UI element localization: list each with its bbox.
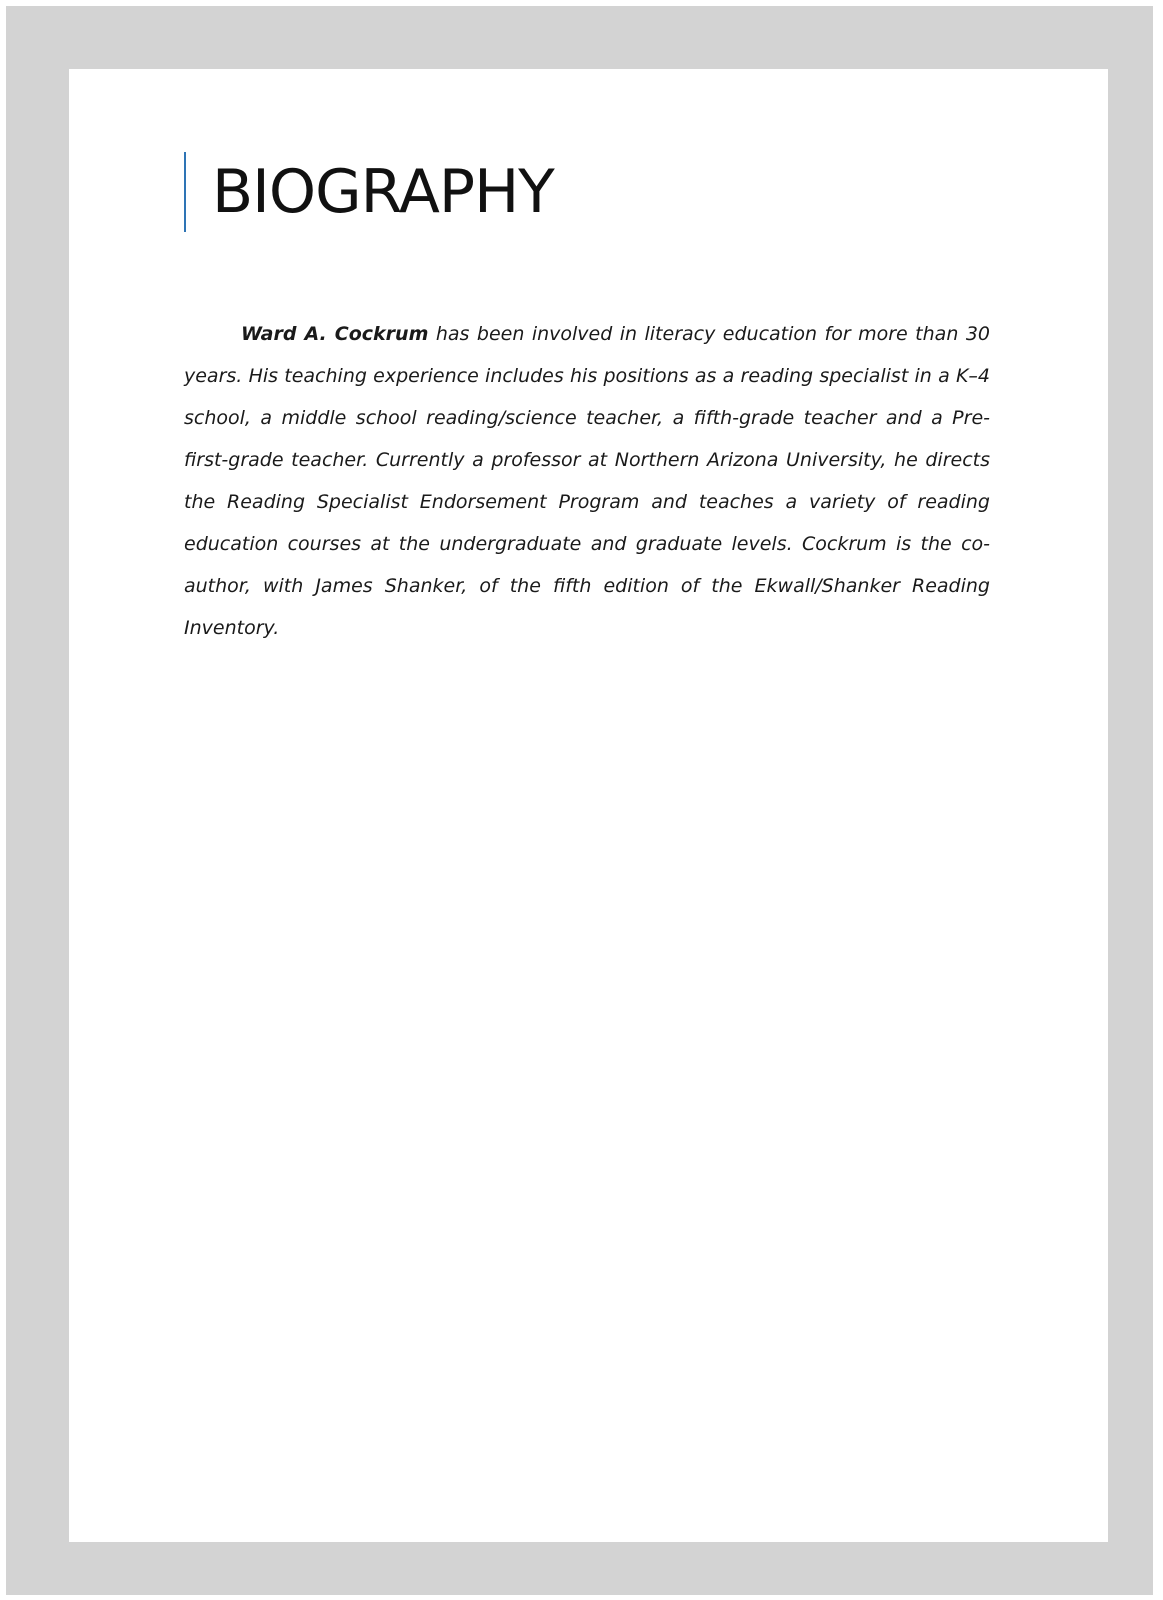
page-frame (6, 6, 1153, 1595)
biography-text: has been involved in literacy education for more than 30 years. His teaching experience includes his positions as a reading specialist in a K–4 school, a middle school reading/science teacher, a fifth-grade teacher and a Pre-first-grade teacher. Currently a professor at Northern Arizona University, he directs the Reading Specialist Endorsement Program and teaches a variety of reading education courses at the undergraduate and graduate levels. Cockrum is the co-author, with James Shanker, of the fifth edition of the Ekwall/Shanker Reading Inventory. (184, 323, 990, 639)
heading-accent-bar (184, 152, 186, 232)
page-title: BIOGRAPHY (212, 157, 554, 227)
author-name: Ward A. Cockrum (241, 323, 429, 345)
document-page (69, 69, 1108, 1542)
biography-paragraph (184, 313, 990, 649)
page-heading (184, 152, 554, 232)
